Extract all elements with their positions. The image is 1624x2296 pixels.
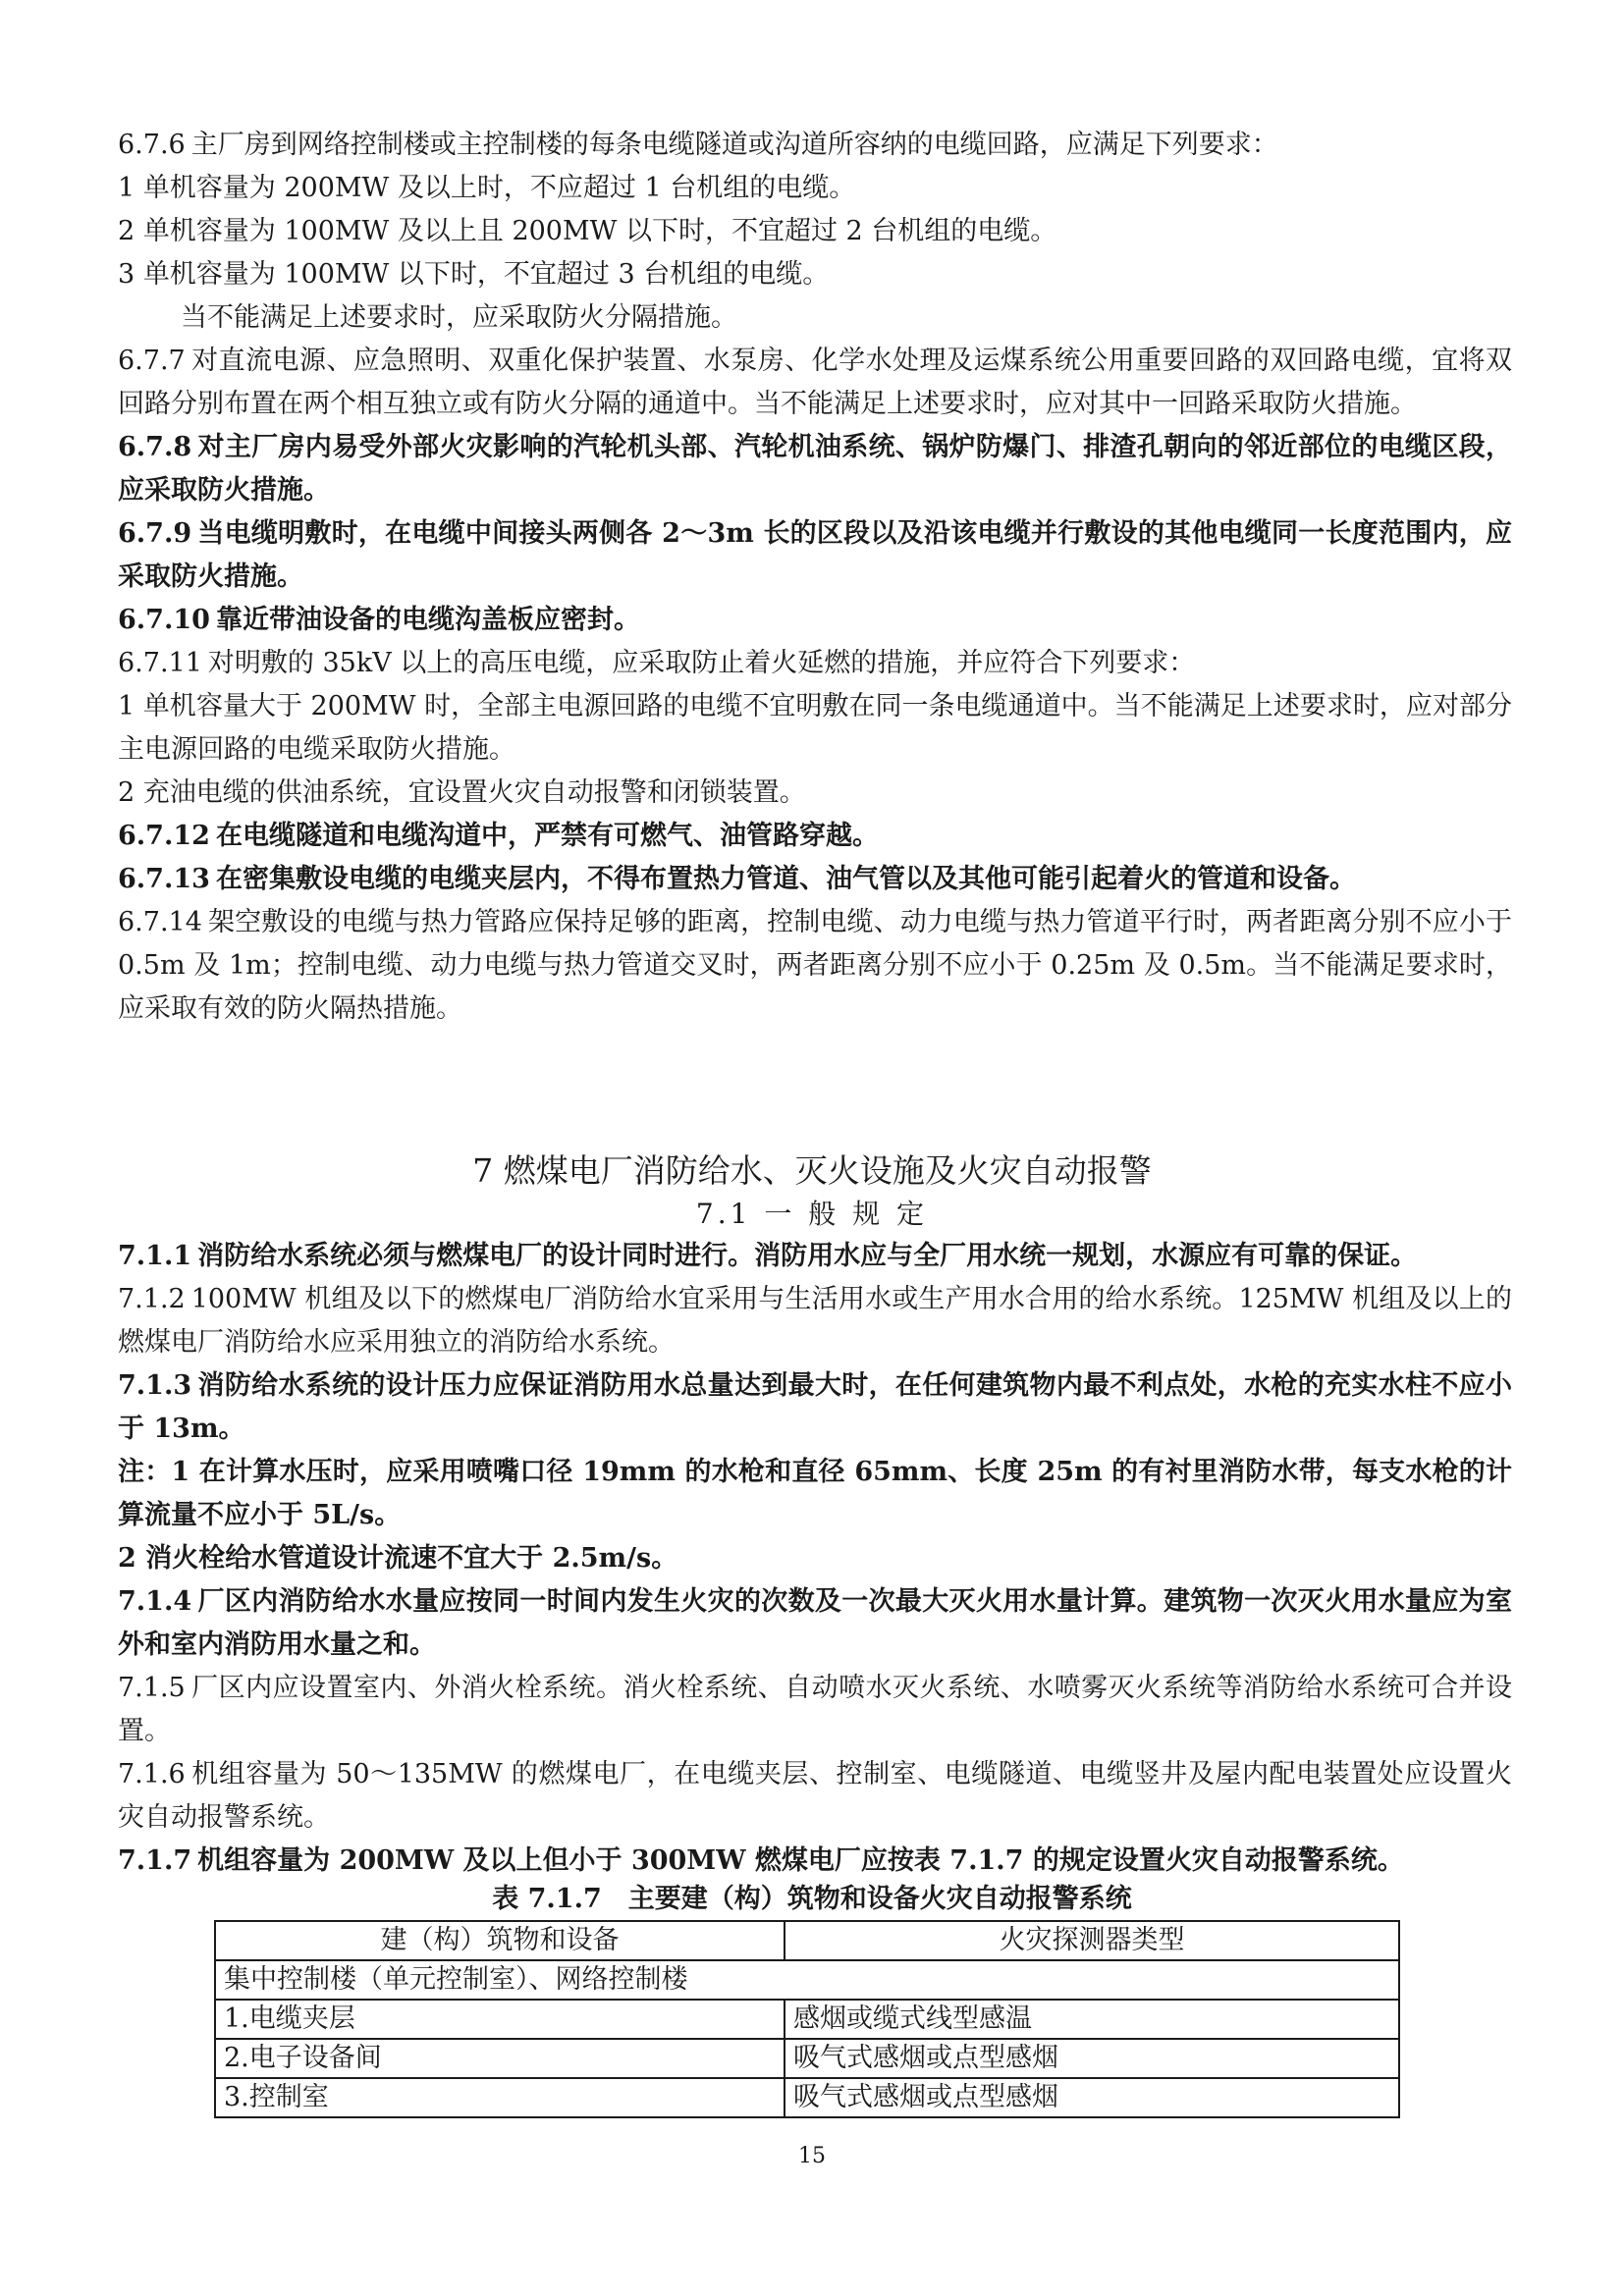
clause-text: 厂区内应设置室内、外消火栓系统。消火栓系统、自动喷水灭火系统、水喷雾灭火系统等消防给水系统可合并设置。 xyxy=(118,1673,1512,1746)
clause-number: 7.1.4 xyxy=(118,1586,192,1617)
clause-number: 7.1.2 xyxy=(118,1284,186,1314)
detector-cell: 吸气式感烟或点型感烟 xyxy=(785,2078,1399,2117)
building-cell: 2.电子设备间 xyxy=(215,2039,785,2078)
clause-number: 6.7.6 xyxy=(118,130,186,160)
clause-text: 在电缆隧道和电缆沟道中，严禁有可燃气、油管路穿越。 xyxy=(215,821,879,851)
clause-number: 7.1.7 xyxy=(118,1845,192,1876)
clause-text: 注：1 在计算水压时，应采用喷嘴口径 19mm 的水枪和直径 65mm、长度 25m 的有衬里消防水带，每支水枪的计算流量不应小于 5L/s。 xyxy=(118,1457,1512,1530)
clause-6-7-8 xyxy=(118,426,1512,512)
clause-6-7-13 xyxy=(118,858,1512,901)
clause-text: 2 单机容量为 100MW 及以上且 200MW 以下时，不宜超过 2 台机组的电缆。 xyxy=(118,216,1057,246)
clause-text: 对明敷的 35kV 以上的高压电缆，应采取防止着火延燃的措施，并应符合下列要求： xyxy=(207,648,1196,678)
clause-6-7-7 xyxy=(118,340,1512,426)
header-detector: 火灾探测器类型 xyxy=(785,1921,1399,1960)
clause-7-1-7 xyxy=(118,1840,1512,1883)
clause-text: 主厂房到网络控制楼或主控制楼的每条电缆隧道或沟道所容纳的电缆回路，应满足下列要求： xyxy=(190,130,1278,160)
clause-text: 机组容量为 200MW 及以上但小于 300MW 燃煤电厂应按表 7.1.7 的规定设置火灾自动报警系统。 xyxy=(197,1845,1404,1876)
table-row xyxy=(215,2000,1399,2039)
clause-6-7-11 xyxy=(118,642,1512,685)
clause-7-1-3 xyxy=(118,1364,1512,1451)
clause-6-7-6-note xyxy=(118,296,1512,340)
clause-text: 当电缆明敷时，在电缆中间接头两侧各 2～3m 长的区段以及沿该电缆并行敷设的其他电缆同一长度范围内，应采取防火措施。 xyxy=(118,518,1512,592)
clause-6-7-11-item-1 xyxy=(118,685,1512,772)
clause-6-7-12 xyxy=(118,815,1512,858)
clause-7-1-5 xyxy=(118,1667,1512,1753)
clause-6-7-9 xyxy=(118,512,1512,599)
clause-6-7-6-item-1 xyxy=(118,167,1512,210)
page-number: 15 xyxy=(798,2144,826,2168)
section-6-7-clauses xyxy=(118,124,1512,1031)
clause-text: 1 单机容量为 200MW 及以上时，不应超过 1 台机组的电缆。 xyxy=(118,173,856,203)
clause-text: 消防给水系统的设计压力应保证消防用水总量达到最大时，在任何建筑物内最不利点处，水枪的充实水柱不应小于 13m。 xyxy=(118,1370,1512,1444)
building-cell: 1.电缆夹层 xyxy=(215,2000,785,2039)
clause-text: 1 单机容量大于 200MW 时，全部主电源回路的电缆不宜明敷在同一条电缆通道中。当不能满足上述要求时，应对部分主电源回路的电缆采取防火措施。 xyxy=(118,691,1512,765)
clause-7-1-3-note-1 xyxy=(118,1451,1512,1537)
clause-text: 消防给水系统必须与燃煤电厂的设计同时进行。消防用水应与全厂用水统一规划，水源应有可靠的保证。 xyxy=(197,1241,1418,1271)
clause-number: 6.7.9 xyxy=(118,518,192,549)
clause-text: 2 充油电缆的供油系统，宜设置火灾自动报警和闭锁装置。 xyxy=(118,777,806,808)
clause-number: 7.1.6 xyxy=(118,1759,186,1789)
clause-number: 7.1.1 xyxy=(118,1241,192,1271)
clause-number: 7.1.3 xyxy=(118,1370,192,1401)
clause-text: 架空敷设的电缆与热力管路应保持足够的距离，控制电缆、动力电缆与热力管道平行时，两者距离分别不应小于 0.5m 及 1m；控制电缆、动力电缆与热力管道交叉时，两者距离分别不应小于 0.25m 及 0.5m。当不能满足要求时，应采取有效的防火隔热措施。 xyxy=(118,907,1512,1024)
clause-6-7-10 xyxy=(118,599,1512,642)
clause-number: 6.7.7 xyxy=(118,346,186,376)
table-caption: 表 7.1.7 主要建（构）筑物和设备火灾自动报警系统 xyxy=(492,1884,1132,1914)
building-cell: 3.控制室 xyxy=(215,2078,785,2117)
clause-text: 对主厂房内易受外部火灾影响的汽轮机头部、汽轮机油系统、锅炉防爆门、排渣孔朝向的邻近部位的电缆区段，应采取防火措施。 xyxy=(118,432,1512,506)
clause-number: 6.7.13 xyxy=(118,864,210,894)
detector-cell: 吸气式感烟或点型感烟 xyxy=(785,2039,1399,2078)
clause-text: 2 消火栓给水管道设计流速不宜大于 2.5m/s。 xyxy=(118,1543,678,1574)
clause-text: 100MW 机组及以下的燃煤电厂消防给水宜采用与生活用水或生产用水合用的给水系统。125MW 机组及以上的燃煤电厂消防给水应采用独立的消防给水系统。 xyxy=(118,1284,1512,1358)
clause-number: 7.1.5 xyxy=(118,1673,186,1703)
clause-number: 6.7.11 xyxy=(118,648,202,678)
clause-number: 6.7.12 xyxy=(118,821,210,851)
clause-7-1-6 xyxy=(118,1753,1512,1840)
clause-text: 厂区内消防给水水量应按同一时间内发生火灾的次数及一次最大灭火用水量计算。建筑物一次灭火用水量应为室外和室内消防用水量之和。 xyxy=(118,1586,1512,1660)
clause-number: 6.7.14 xyxy=(118,907,202,937)
clause-7-1-3-note-2 xyxy=(118,1537,1512,1580)
table-group-row xyxy=(215,1960,1399,2000)
clause-6-7-6 xyxy=(118,124,1512,167)
clause-6-7-14 xyxy=(118,901,1512,1031)
header-building: 建（构）筑物和设备 xyxy=(215,1921,785,1960)
section-title: 7.1 一 般 规 定 xyxy=(695,1198,929,1230)
group-label: 集中控制楼（单元控制室）、网络控制楼 xyxy=(215,1960,1399,2000)
chapter-title: 7 燃煤电厂消防给水、灭火设施及火灾自动报警 xyxy=(472,1151,1152,1190)
fire-alarm-table xyxy=(214,1920,1400,2118)
clause-6-7-6-item-2 xyxy=(118,210,1512,253)
table-row xyxy=(215,2078,1399,2117)
clause-number: 6.7.8 xyxy=(118,432,192,462)
clause-7-1-4 xyxy=(118,1580,1512,1667)
detector-cell: 感烟或缆式线型感温 xyxy=(785,2000,1399,2039)
clause-text: 靠近带油设备的电缆沟盖板应密封。 xyxy=(215,605,640,635)
clause-text: 机组容量为 50～135MW 的燃煤电厂，在电缆夹层、控制室、电缆隧道、电缆竖井及屋内配电装置处应设置火灾自动报警系统。 xyxy=(118,1759,1512,1833)
clause-7-1-1 xyxy=(118,1235,1512,1278)
clause-text: 3 单机容量为 100MW 以下时，不宜超过 3 台机组的电缆。 xyxy=(118,259,830,290)
clause-6-7-11-item-2 xyxy=(118,772,1512,815)
clause-text: 对直流电源、应急照明、双重化保护装置、水泵房、化学水处理及运煤系统公用重要回路的双回路电缆，宜将双回路分别布置在两个相互独立或有防火分隔的通道中。当不能满足上述要求时，应对其中一回路采取防火措施。 xyxy=(118,346,1512,419)
clause-7-1-2 xyxy=(118,1278,1512,1364)
section-7-1-clauses xyxy=(118,1235,1512,1883)
clause-number: 6.7.10 xyxy=(118,605,210,635)
clause-text: 当不能满足上述要求时，应采取防火分隔措施。 xyxy=(181,302,737,333)
clause-6-7-6-item-3 xyxy=(118,253,1512,296)
table-header-row xyxy=(215,1921,1399,1960)
table-row xyxy=(215,2039,1399,2078)
clause-text: 在密集敷设电缆的电缆夹层内，不得布置热力管道、油气管以及其他可能引起着火的管道和设备。 xyxy=(215,864,1356,894)
